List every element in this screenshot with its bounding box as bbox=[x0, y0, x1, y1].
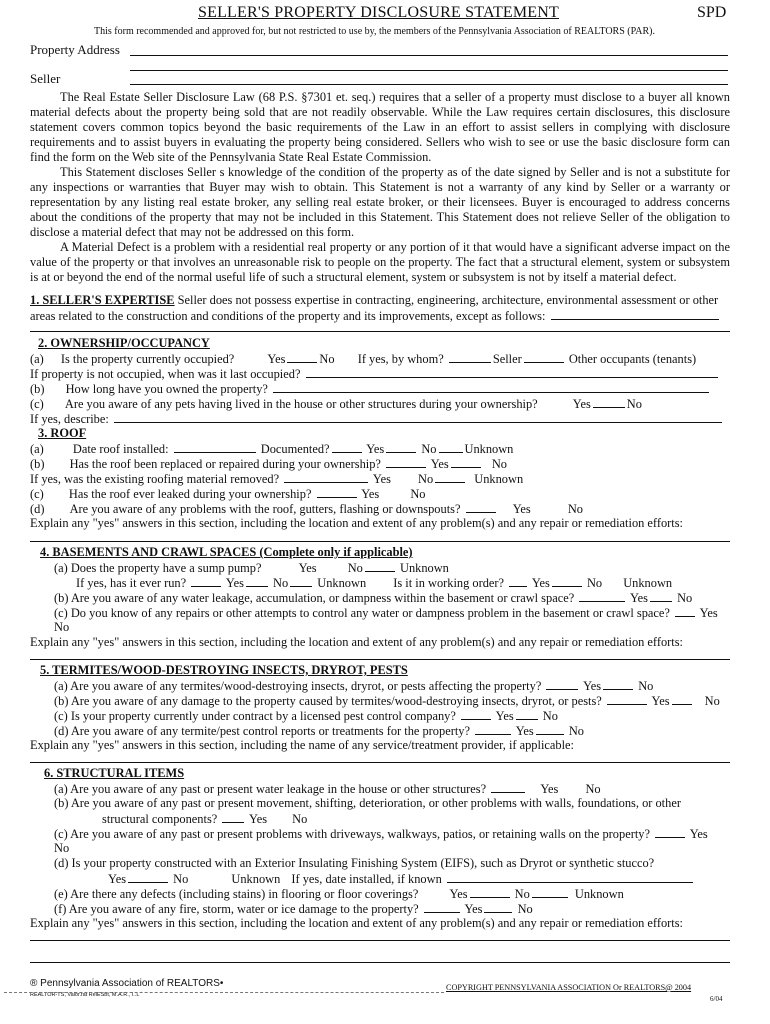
form-subtitle: This form recommended and approved for, but not restricted to use by, the members of the Pennsylvania Association of REALTORS (PAR). bbox=[94, 26, 655, 37]
s6-explain-line-1[interactable] bbox=[30, 940, 730, 941]
s6-f-no: No bbox=[517, 902, 533, 916]
s6-c-yes: Yes bbox=[689, 827, 708, 841]
s4-a-no: No bbox=[347, 561, 363, 575]
s2-a-yes-blank[interactable] bbox=[287, 351, 317, 363]
s3-b-row bbox=[30, 456, 507, 472]
s3-explain: Explain any "yes" answers in this section, including the location and extent of any problem(s) and any repair or remediation efforts: bbox=[30, 516, 683, 530]
s4-explain: Explain any "yes" answers in this section, including the location and extent of any problem(s) and any repair or remediation efforts: bbox=[30, 635, 683, 649]
s4-a-no-blank[interactable] bbox=[365, 560, 395, 572]
intro-paragraph-statement: This Statement discloses Seller s knowledge of the condition of the property as of the date signed by Seller and is not a substitute for any inspections or warranties that Buyer may wish to obtain. This Statement is not a warranty of any kind by Seller or a warranty or representation by any listing real estate broker, any selling real estate broker, or their licensees. Buyer is encouraged to address concerns about the conditions of the property that may not be included in this Statement. This Statement does not relieve Seller of the obligation to disclose a material defect that may not be addressed on this form. bbox=[30, 165, 730, 239]
s3-c-letter: (c) bbox=[30, 487, 44, 501]
s3-b-removed-yes: Yes bbox=[372, 472, 391, 486]
s3-b-removed-unknown: Unknown bbox=[474, 472, 524, 486]
s5-d-blank[interactable] bbox=[475, 723, 511, 735]
s5-c-yes-blank[interactable] bbox=[516, 708, 538, 720]
s3-a-row bbox=[30, 441, 513, 457]
s5-a-blank[interactable] bbox=[546, 678, 578, 690]
s4-b-yes: Yes bbox=[629, 591, 648, 605]
s2-a-yes: Yes bbox=[267, 352, 286, 366]
s5-a-question: (a) Are you aware of any termites/wood-destroying insects, dryrot, or pests affecting the property? bbox=[54, 679, 542, 693]
s2-a-other-occupants: Other occupants (tenants) bbox=[568, 352, 697, 366]
s3-a-yes-blank[interactable] bbox=[386, 441, 416, 453]
s4-c-yes: Yes bbox=[699, 606, 718, 620]
s6-a-question: (a) Are you aware of any past or present water leakage in the house or other structures? bbox=[54, 782, 487, 796]
s5-b-yes: Yes bbox=[651, 694, 670, 708]
s6-b-no: No bbox=[292, 812, 308, 826]
s5-d-yes: Yes bbox=[515, 724, 534, 738]
section-1-line-2 bbox=[30, 308, 721, 324]
s4-working-yes: Yes bbox=[531, 576, 550, 590]
s3-c-blank[interactable] bbox=[317, 486, 357, 498]
s6-a-yes: Yes bbox=[540, 782, 559, 796]
s4-b-question: (b) Are you aware of any water leakage, accumulation, or dampness within the basement or crawl space? bbox=[54, 591, 575, 605]
section-1-heading: 1. SELLER'S EXPERTISE bbox=[30, 293, 175, 307]
s4-a-unknown: Unknown bbox=[400, 561, 449, 575]
s2-c-yes: Yes bbox=[572, 397, 591, 411]
form-title: SELLER'S PROPERTY DISCLOSURE STATEMENT bbox=[198, 4, 560, 21]
s4-b-yes-blank[interactable] bbox=[650, 590, 672, 602]
s6-explain-line-2[interactable] bbox=[30, 962, 730, 963]
intro-paragraph-law: The Real Estate Seller Disclosure Law (68 P.S. §7301 et. seq.) requires that a seller of a property must disclose to a buyer all known material defects about the property being sold that are not readily observable. While the Law requires certain disclosures, this disclosure statement covers common topics beyond the basic requirements of the Law in an effort to assist sellers in complying with disclosure requirements and to assist buyers in evaluating the property being considered. Sellers who wish to see or use the basic disclosure form can find the form on the Web site of the Pennsylvania State Real Estate Commission. bbox=[30, 90, 730, 164]
s4-c-blank[interactable] bbox=[675, 605, 695, 617]
s6-d-date-label: If yes, date installed, if known bbox=[291, 872, 442, 886]
section-6-heading: 6. STRUCTURAL ITEMS bbox=[44, 766, 185, 780]
s2-c-question: Are you aware of any pets having lived in the house or other structures during your ownership? bbox=[64, 397, 538, 411]
s6-d-date-blank[interactable] bbox=[447, 871, 693, 883]
s4-b-blank[interactable] bbox=[579, 590, 625, 602]
s5-a-yes-blank[interactable] bbox=[603, 678, 633, 690]
s2-describe-label: If yes, describe: bbox=[30, 412, 109, 426]
s4-working-question: Is it in working order? bbox=[393, 576, 505, 590]
s4-run-row bbox=[76, 575, 672, 591]
s5-a-no: No bbox=[638, 679, 654, 693]
s6-b-blank[interactable] bbox=[222, 811, 244, 823]
s4-run-yes: Yes bbox=[225, 576, 244, 590]
section-5-heading: 5. TERMITES/WOOD-DESTROYING INSECTS, DRYROT, PESTS bbox=[40, 663, 408, 677]
s3-c-no: No bbox=[410, 487, 426, 501]
s4-working-unknown: Unknown bbox=[623, 576, 673, 590]
s4-working-blank[interactable] bbox=[509, 575, 527, 587]
expertise-line[interactable] bbox=[30, 331, 730, 332]
s4-run-blank[interactable] bbox=[191, 575, 221, 587]
s4-b-row bbox=[54, 590, 692, 606]
s3-a-no-blank[interactable] bbox=[439, 441, 463, 453]
s2-describe-row bbox=[30, 411, 724, 427]
s5-a-row bbox=[54, 678, 653, 694]
s4-c-no: No bbox=[54, 620, 70, 634]
s2-not-occupied-blank[interactable] bbox=[306, 366, 718, 378]
s4-run-no: No bbox=[273, 576, 289, 590]
s3-b-yes: Yes bbox=[430, 457, 449, 471]
s5-c-blank[interactable] bbox=[461, 708, 491, 720]
s2-a-by-whom-blank[interactable] bbox=[449, 351, 491, 363]
s4-run-yes-blank[interactable] bbox=[246, 575, 268, 587]
section-3-heading: 3. ROOF bbox=[38, 426, 87, 440]
s2-a-question: Is the property currently occupied? bbox=[60, 352, 235, 366]
s5-b-yes-blank[interactable] bbox=[672, 693, 692, 705]
s6-a-no: No bbox=[585, 782, 601, 796]
s6-c-blank[interactable] bbox=[655, 826, 685, 838]
s3-b-removed-no: No bbox=[418, 472, 434, 486]
s6-d-yes: Yes bbox=[108, 872, 127, 886]
s2-a-letter: (a) bbox=[30, 352, 44, 366]
s5-c-row bbox=[54, 708, 558, 724]
s5-c-question: (c) Is your property currently under contract by a licensed pest control company? bbox=[54, 709, 456, 723]
s6-d-row-2 bbox=[108, 871, 695, 887]
footer-small-print: REALTOR-TS, Valor.fat RelESbt, M.A.R., I..L bbox=[30, 992, 140, 998]
s6-f-row bbox=[54, 901, 533, 917]
s2-c-row bbox=[30, 396, 642, 412]
s6-e-unknown: Unknown bbox=[574, 887, 624, 901]
s3-d-yes: Yes bbox=[512, 502, 531, 516]
s3-b-question: Has the roof been replaced or repaired during your ownership? bbox=[69, 457, 381, 471]
s4-c-question: (c) Do you know of any repairs or other attempts to control any water or dampness problem in the basement or crawl space? bbox=[54, 606, 670, 620]
seller-line[interactable] bbox=[130, 84, 728, 85]
s5-c-yes: Yes bbox=[495, 709, 514, 723]
s5-b-row bbox=[54, 693, 720, 709]
s3-d-question: Are you aware of any problems with the roof, gutters, flashing or downspouts? bbox=[69, 502, 461, 516]
s3-b-letter: (b) bbox=[30, 457, 45, 471]
s2-a-by-whom: If yes, by whom? bbox=[357, 352, 444, 366]
s4-working-no: No bbox=[586, 576, 603, 590]
seller-label: Seller bbox=[30, 71, 61, 86]
s6-e-question: (e) Are there any defects (including stains) in flooring or floor coverings? bbox=[54, 887, 419, 901]
s6-a-blank[interactable] bbox=[491, 781, 525, 793]
s4-b-no: No bbox=[677, 591, 693, 605]
s6-b-yes: Yes bbox=[249, 812, 268, 826]
s2-a-seller-blank[interactable] bbox=[524, 351, 564, 363]
s5-b-blank[interactable] bbox=[607, 693, 647, 705]
s6-c-no: No bbox=[54, 841, 70, 855]
s3-b-removed-no-blank[interactable] bbox=[435, 471, 465, 483]
s3-b-removed-blank[interactable] bbox=[284, 471, 368, 483]
s5-d-row bbox=[54, 723, 584, 739]
intro-paragraph-material-defect: A Material Defect is a problem with a residential real property or any portion of it that would have a significant adverse impact on the value of the property or that involves an unreasonable risk to people on the property. The fact that a structural element, system or subsystem is at or beyond the end of the normal useful life of such a structural element, system or subsystem is not by itself a material defect. bbox=[30, 240, 730, 284]
s2-a-no: No bbox=[319, 352, 335, 366]
s3-d-blank[interactable] bbox=[466, 501, 496, 513]
s3-c-row bbox=[30, 486, 426, 502]
s6-e-yes-blank[interactable] bbox=[470, 886, 510, 898]
s6-b-row-2 bbox=[102, 811, 307, 827]
s2-b-question: How long have you owned the property? bbox=[65, 382, 268, 396]
par-logo: ® Pennsylvania Association of REALTORS• bbox=[30, 978, 224, 989]
s2-c-no: No bbox=[626, 397, 642, 411]
s6-c-row bbox=[54, 826, 708, 842]
s5-d-question: (d) Are you aware of any termite/pest control reports or treatments for the property? bbox=[54, 724, 470, 738]
s6-b-question-2: structural components? bbox=[102, 812, 218, 826]
s4-run-unknown: Unknown bbox=[317, 576, 367, 590]
section-2-heading: 2. OWNERSHIP/OCCUPANCY bbox=[38, 336, 210, 350]
s6-explain: Explain any "yes" answers in this section, including the location and extent of any problem(s) and any repair or remediation efforts: bbox=[30, 916, 683, 930]
s6-d-yes-blank[interactable] bbox=[128, 871, 168, 883]
s3-a-documented-blank[interactable] bbox=[332, 441, 362, 453]
s4-a-yes: Yes bbox=[298, 561, 317, 575]
property-address-line-1[interactable] bbox=[130, 55, 728, 56]
s6-e-no: No bbox=[514, 887, 530, 901]
s4-a-question: (a) Does the property have a sump pump? bbox=[54, 561, 262, 575]
s2-describe-blank[interactable] bbox=[114, 411, 722, 423]
form-code: SPD bbox=[697, 4, 727, 21]
s6-d-no: No bbox=[173, 872, 189, 886]
s3-a-documented: Documented? bbox=[260, 442, 330, 456]
s3-c-question: Has the roof ever leaked during your ownership? bbox=[68, 487, 312, 501]
s6-e-no-blank[interactable] bbox=[532, 886, 568, 898]
s2-a-row bbox=[30, 351, 696, 367]
s6-c-question: (c) Are you aware of any past or present problems with driveways, walkways, patios, or retaining walls on the property? bbox=[54, 827, 650, 841]
s6-d-question: (d) Is your property constructed with an Exterior Insulating Finishing System (EIFS), such as Dryrot or synthetic stucco? bbox=[54, 856, 655, 870]
section-4-heading: 4. BASEMENTS AND CRAWL SPACES (Complete only if applicable) bbox=[40, 545, 413, 559]
s4-run-question: If yes, has it ever run? bbox=[76, 576, 187, 590]
s3-d-row bbox=[30, 501, 583, 517]
s3-explain-line[interactable] bbox=[30, 541, 730, 542]
s3-a-yes: Yes bbox=[366, 442, 385, 456]
s5-b-no: No bbox=[704, 694, 720, 708]
s4-a-row bbox=[54, 560, 449, 576]
s3-d-no: No bbox=[567, 502, 583, 516]
s6-b-question: (b) Are you aware of any past or present movement, shifting, deterioration, or other problems with walls, foundations, or other bbox=[54, 796, 681, 810]
s2-c-yes-blank[interactable] bbox=[593, 396, 625, 408]
expertise-blank[interactable] bbox=[551, 308, 719, 320]
s6-d-unknown: Unknown bbox=[231, 872, 281, 886]
s5-d-no: No bbox=[568, 724, 585, 738]
footer-dashed-line bbox=[4, 992, 444, 993]
s3-b-yes-blank[interactable] bbox=[451, 456, 481, 468]
section-1-line-1 bbox=[30, 293, 718, 308]
s6-f-yes-blank[interactable] bbox=[484, 901, 512, 913]
form-version: 6/04 bbox=[710, 995, 723, 1003]
s4-explain-line[interactable] bbox=[30, 659, 730, 660]
s6-f-blank[interactable] bbox=[424, 901, 460, 913]
s3-b-no: No bbox=[491, 457, 507, 471]
copyright-notice: COPYRIGHT PENNSYLVANIA ASSOCIATION Or REALTORS@ 2004 bbox=[446, 983, 692, 992]
s3-b-blank[interactable] bbox=[386, 456, 426, 468]
s6-a-row bbox=[54, 781, 601, 797]
s5-explain: Explain any "yes" answers in this section, including the name of any service/treatment provider, if applicable: bbox=[30, 738, 574, 752]
s3-a-question: Date roof installed: bbox=[72, 442, 169, 456]
s4-working-yes-blank[interactable] bbox=[552, 575, 582, 587]
s3-a-no: No bbox=[421, 442, 437, 456]
s6-e-row bbox=[54, 886, 624, 902]
s5-a-yes: Yes bbox=[583, 679, 602, 693]
s2-a-seller: Seller bbox=[492, 352, 522, 366]
s5-explain-row bbox=[30, 738, 574, 753]
property-address-line-2[interactable] bbox=[130, 70, 728, 71]
s2-b-row bbox=[30, 381, 711, 397]
s2-not-occupied-row bbox=[30, 366, 720, 382]
s2-c-letter: (c) bbox=[30, 397, 44, 411]
s3-b-removed-row bbox=[30, 471, 523, 487]
s5-b-question: (b) Are you aware of any damage to the property caused by termites/wood-destroying insects, dryrot, or pests? bbox=[54, 694, 602, 708]
s2-not-occupied-label: If property is not occupied, when was it last occupied? bbox=[30, 367, 301, 381]
s3-b-removed-q: If yes, was the existing roofing material removed? bbox=[30, 472, 280, 486]
s3-a-unknown: Unknown bbox=[464, 442, 514, 456]
s5-c-no: No bbox=[542, 709, 558, 723]
s2-b-blank[interactable] bbox=[273, 381, 709, 393]
s4-c-row bbox=[54, 605, 718, 621]
s4-run-no-blank[interactable] bbox=[290, 575, 312, 587]
section-1-text: Seller does not possess expertise in contracting, engineering, architecture, environmental assessment or other bbox=[177, 293, 719, 307]
s5-explain-line[interactable] bbox=[30, 762, 730, 763]
s3-a-date-blank[interactable] bbox=[174, 441, 256, 453]
s3-a-letter: (a) bbox=[30, 442, 44, 456]
property-address-label: Property Address bbox=[30, 42, 120, 57]
s2-b-letter: (b) bbox=[30, 382, 45, 396]
s3-c-yes: Yes bbox=[361, 487, 380, 501]
s6-f-yes: Yes bbox=[464, 902, 483, 916]
s5-d-yes-blank[interactable] bbox=[536, 723, 564, 735]
s6-e-yes: Yes bbox=[449, 887, 468, 901]
s3-d-letter: (d) bbox=[30, 502, 45, 516]
s6-f-question: (f) Are you aware of any fire, storm, water or ice damage to the property? bbox=[54, 902, 419, 916]
section-1-text-2: areas related to the construction and conditions of the property and its improvements, except as follows: bbox=[30, 309, 546, 323]
